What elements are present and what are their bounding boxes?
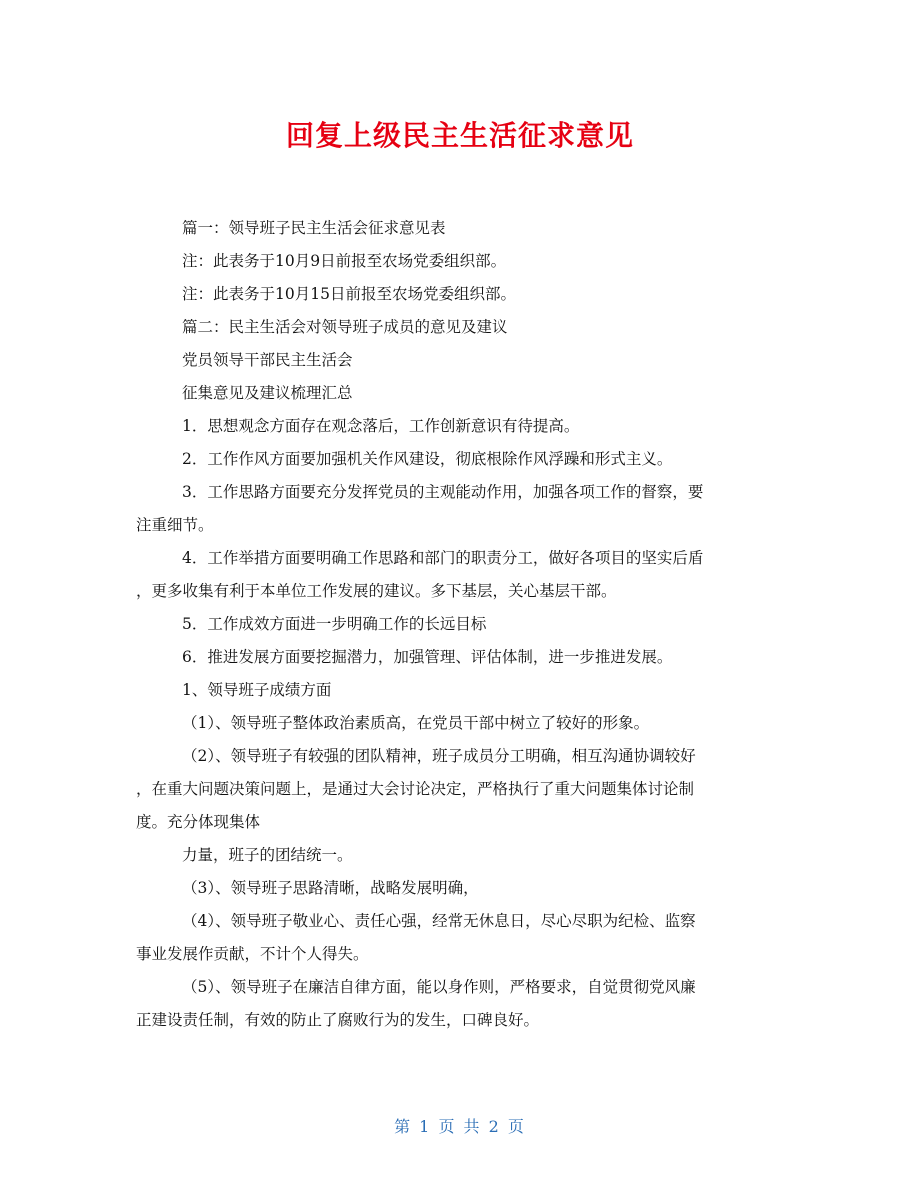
paragraph-continuation: 注重细节。 bbox=[136, 516, 214, 534]
paragraph-continuation: 事业发展作贡献，不计个人得失。 bbox=[136, 945, 369, 963]
paragraph: 6．推进发展方面要挖掘潜力，加强管理、评估体制，进一步推进发展。 bbox=[182, 648, 673, 666]
paragraph: 3．工作思路方面要充分发挥党员的主观能动作用，加强各项工作的督察，要 bbox=[182, 483, 704, 501]
page-number-footer: 第 1 页 共 2 页 bbox=[394, 1117, 526, 1136]
paragraph: 征集意见及建议梳理汇总 bbox=[182, 384, 353, 402]
paragraph-continuation: ，更多收集有利于本单位工作发展的建议。多下基层，关心基层干部。 bbox=[136, 582, 617, 600]
document-title: 回复上级民主生活征求意见 bbox=[285, 119, 634, 152]
paragraph: （4）、领导班子敬业心、责任心强，经常无休息日，尽心尽职为纪检、监察 bbox=[182, 912, 696, 930]
paragraph: 2．工作作风方面要加强机关作风建设，彻底根除作风浮躁和形式主义。 bbox=[182, 450, 673, 468]
paragraph: （5）、领导班子在廉洁自律方面，能以身作则，严格要求，自觉贯彻党风廉 bbox=[182, 978, 696, 996]
paragraph: 注：此表务于10月9日前报至农场党委组织部。 bbox=[182, 252, 507, 270]
paragraph: （3）、领导班子思路清晰，战略发展明确， bbox=[182, 879, 479, 897]
paragraph: 1．思想观念方面存在观念落后，工作创新意识有待提高。 bbox=[182, 417, 580, 435]
paragraph: 5．工作成效方面进一步明确工作的长远目标 bbox=[182, 615, 487, 633]
paragraph: 注：此表务于10月15日前报至农场党委组织部。 bbox=[182, 285, 516, 303]
paragraph: 1、领导班子成绩方面 bbox=[182, 681, 332, 699]
paragraph: 党员领导干部民主生活会 bbox=[182, 351, 353, 369]
paragraph: （2）、领导班子有较强的团队精神，班子成员分工明确，相互沟通协调较好 bbox=[182, 747, 696, 765]
document-body bbox=[136, 212, 786, 1037]
paragraph-continuation: 正建设责任制，有效的防止了腐败行为的发生，口碑良好。 bbox=[136, 1011, 540, 1029]
paragraph: （1）、领导班子整体政治素质高，在党员干部中树立了较好的形象。 bbox=[182, 714, 650, 732]
paragraph: 4．工作举措方面要明确工作思路和部门的职责分工，做好各项目的坚实后盾 bbox=[182, 549, 704, 567]
paragraph: 篇一：领导班子民主生活会征求意见表 bbox=[182, 219, 446, 237]
paragraph-continuation: 度。充分体现集体 bbox=[136, 813, 261, 831]
paragraph: 力量，班子的团结统一。 bbox=[182, 846, 353, 864]
paragraph-continuation: ，在重大问题决策问题上，是通过大会讨论决定，严格执行了重大问题集体讨论制 bbox=[136, 780, 695, 798]
paragraph: 篇二：民主生活会对领导班子成员的意见及建议 bbox=[182, 318, 508, 336]
